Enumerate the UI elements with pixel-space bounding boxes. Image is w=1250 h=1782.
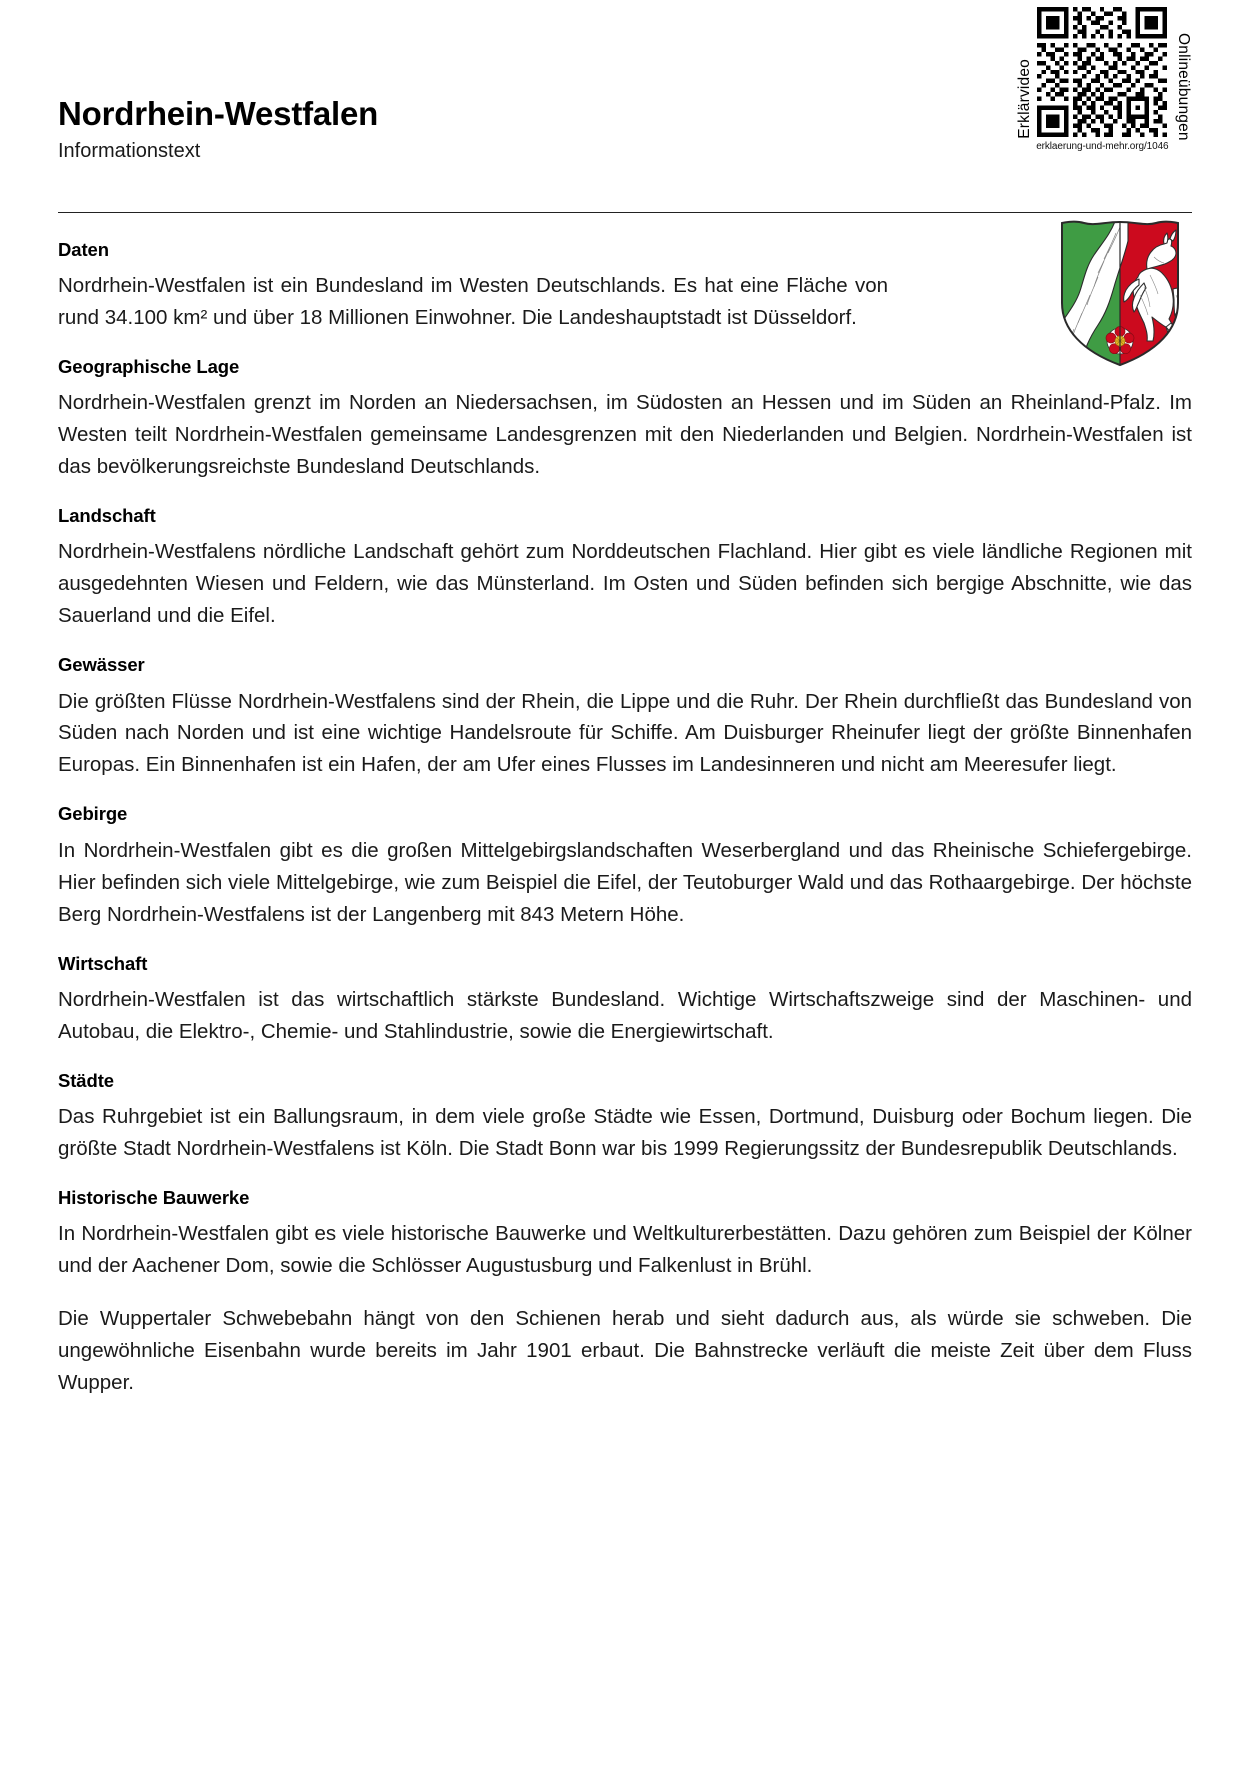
qr-center[interactable] bbox=[1036, 7, 1168, 152]
document-header bbox=[58, 0, 1192, 212]
section-heading: Städte bbox=[58, 1069, 114, 1091]
qr-label-erklaervideo: Erklärvideo bbox=[1015, 59, 1033, 139]
section-gewaesser bbox=[58, 654, 1192, 781]
section-paragraph: Nordrhein-Westfalen ist das wirtschaftlich stärkste Bundesland. Wichtige Wirtschaftszweige sind der Maschinen- und Autobau, die Elektro-, Chemie- und Stahlindustrie, sowie die Energiewirtschaft. bbox=[58, 987, 1192, 1043]
section-paragraph: Die größten Flüsse Nordrhein-Westfalens sind der Rhein, die Lippe und die Ruhr. Der Rhein durchfließt das Bundesland von Süden nach Norden und ist eine wichtige Handelsroute für Schiffe. Am Duisburger Rheinufer liegt der größte Binnenhafen Europas. Ein Binnenhafen ist ein Hafen, der am Ufer eines Flusses im Landesinneren und nicht am Meeresufer liegt. bbox=[58, 689, 1192, 777]
section-heading: Historische Bauwerke bbox=[58, 1186, 250, 1208]
nordrhein-westfalen-coat-of-arms-icon bbox=[1054, 217, 1186, 369]
section-heading: Wirtschaft bbox=[58, 952, 148, 974]
qr-url-label: erklaerung-und-mehr.org/1046 bbox=[1036, 141, 1169, 152]
section-heading: Landschaft bbox=[58, 505, 156, 527]
section-heading: Daten bbox=[58, 239, 109, 260]
page-subtitle: Informationstext bbox=[58, 139, 201, 162]
qr-code-icon[interactable] bbox=[1037, 7, 1167, 137]
qr-link-module[interactable] bbox=[1016, 7, 1192, 167]
section-paragraph: Nordrhein-Westfalen ist ein Bundesland im Westen Deutschlands. Es hat eine Fläche von rund 34.100 km² und über 18 Millionen Einwohner. Die Landeshauptstadt ist Düsseldorf. bbox=[58, 274, 888, 330]
section-paragraph: In Nordrhein-Westfalen gibt es die großen Mittelgebirgslandschaften Weserbergland und das Rheinische Schiefergebirge. Hier befinden sich viele Mittelgebirge, wie zum Beispiel die Eifel, der Teutoburger Wald und das Rothaargebirge. Der höchste Berg Nordrhein-Westfalens ist der Langenberg mit 843 Metern Höhe. bbox=[58, 838, 1192, 926]
document-content bbox=[58, 213, 1192, 1399]
section-geographische-lage bbox=[58, 356, 1192, 483]
section-staedte bbox=[58, 1070, 1192, 1165]
section-heading: Geographische Lage bbox=[58, 356, 240, 378]
section-heading: Gebirge bbox=[58, 803, 128, 825]
qr-label-onlineuebungen: Onlineübungen bbox=[1175, 33, 1192, 141]
section-paragraph: Das Ruhrgebiet ist ein Ballungsraum, in dem viele große Städte wie Essen, Dortmund, Duisburg oder Bochum liegen. Die größte Stadt Nordrhein-Westfalens ist Köln. Die Stadt Bonn war bis 1999 Regierungssitz der Bundesrepublik Deutschlands. bbox=[58, 1104, 1192, 1160]
page-title: Nordrhein-Westfalen bbox=[58, 95, 379, 132]
section-heading: Gewässer bbox=[58, 654, 145, 676]
section-wirtschaft bbox=[58, 953, 1192, 1048]
section-paragraph: Nordrhein-Westfalens nördliche Landschaft gehört zum Norddeutschen Flachland. Hier gibt es viele ländliche Regionen mit ausgedehnten Wiesen und Feldern, wie das Münsterland. Im Osten und Süden befinden sich bergige Abschnitte, wie das Sauerland und die Eifel. bbox=[58, 540, 1192, 628]
title-block bbox=[58, 96, 378, 163]
section-paragraph: Die Wuppertaler Schwebebahn hängt von den Schienen herab und sieht dadurch aus, als würde sie schweben. Die ungewöhnliche Eisenbahn wurde bereits im Jahr 1901 erbaut. Die Bahnstrecke verläuft die meiste Zeit über dem Fluss Wupper. bbox=[58, 1306, 1192, 1394]
section-paragraph: In Nordrhein-Westfalen gibt es viele historische Bauwerke und Weltkulturerbestätten. Dazu gehören zum Beispiel der Kölner und der Aachener Dom, sowie die Schlösser Augustusburg und Falkenlust in Brühl. bbox=[58, 1221, 1192, 1277]
section-daten bbox=[58, 239, 1192, 334]
section-historische-bauwerke bbox=[58, 1187, 1192, 1399]
section-landschaft bbox=[58, 505, 1192, 632]
section-paragraph: Nordrhein-Westfalen grenzt im Norden an Niedersachsen, im Südosten an Hessen und im Süden an Rheinland-Pfalz. Im Westen teilt Nordrhein-Westfalen gemeinsame Landesgrenzen mit den Niederlanden und Belgien. Nordrhein-Westfalen ist das bevölkerungsreichste Bundesland Deutschlands. bbox=[58, 391, 1192, 479]
section-gebirge bbox=[58, 803, 1192, 930]
